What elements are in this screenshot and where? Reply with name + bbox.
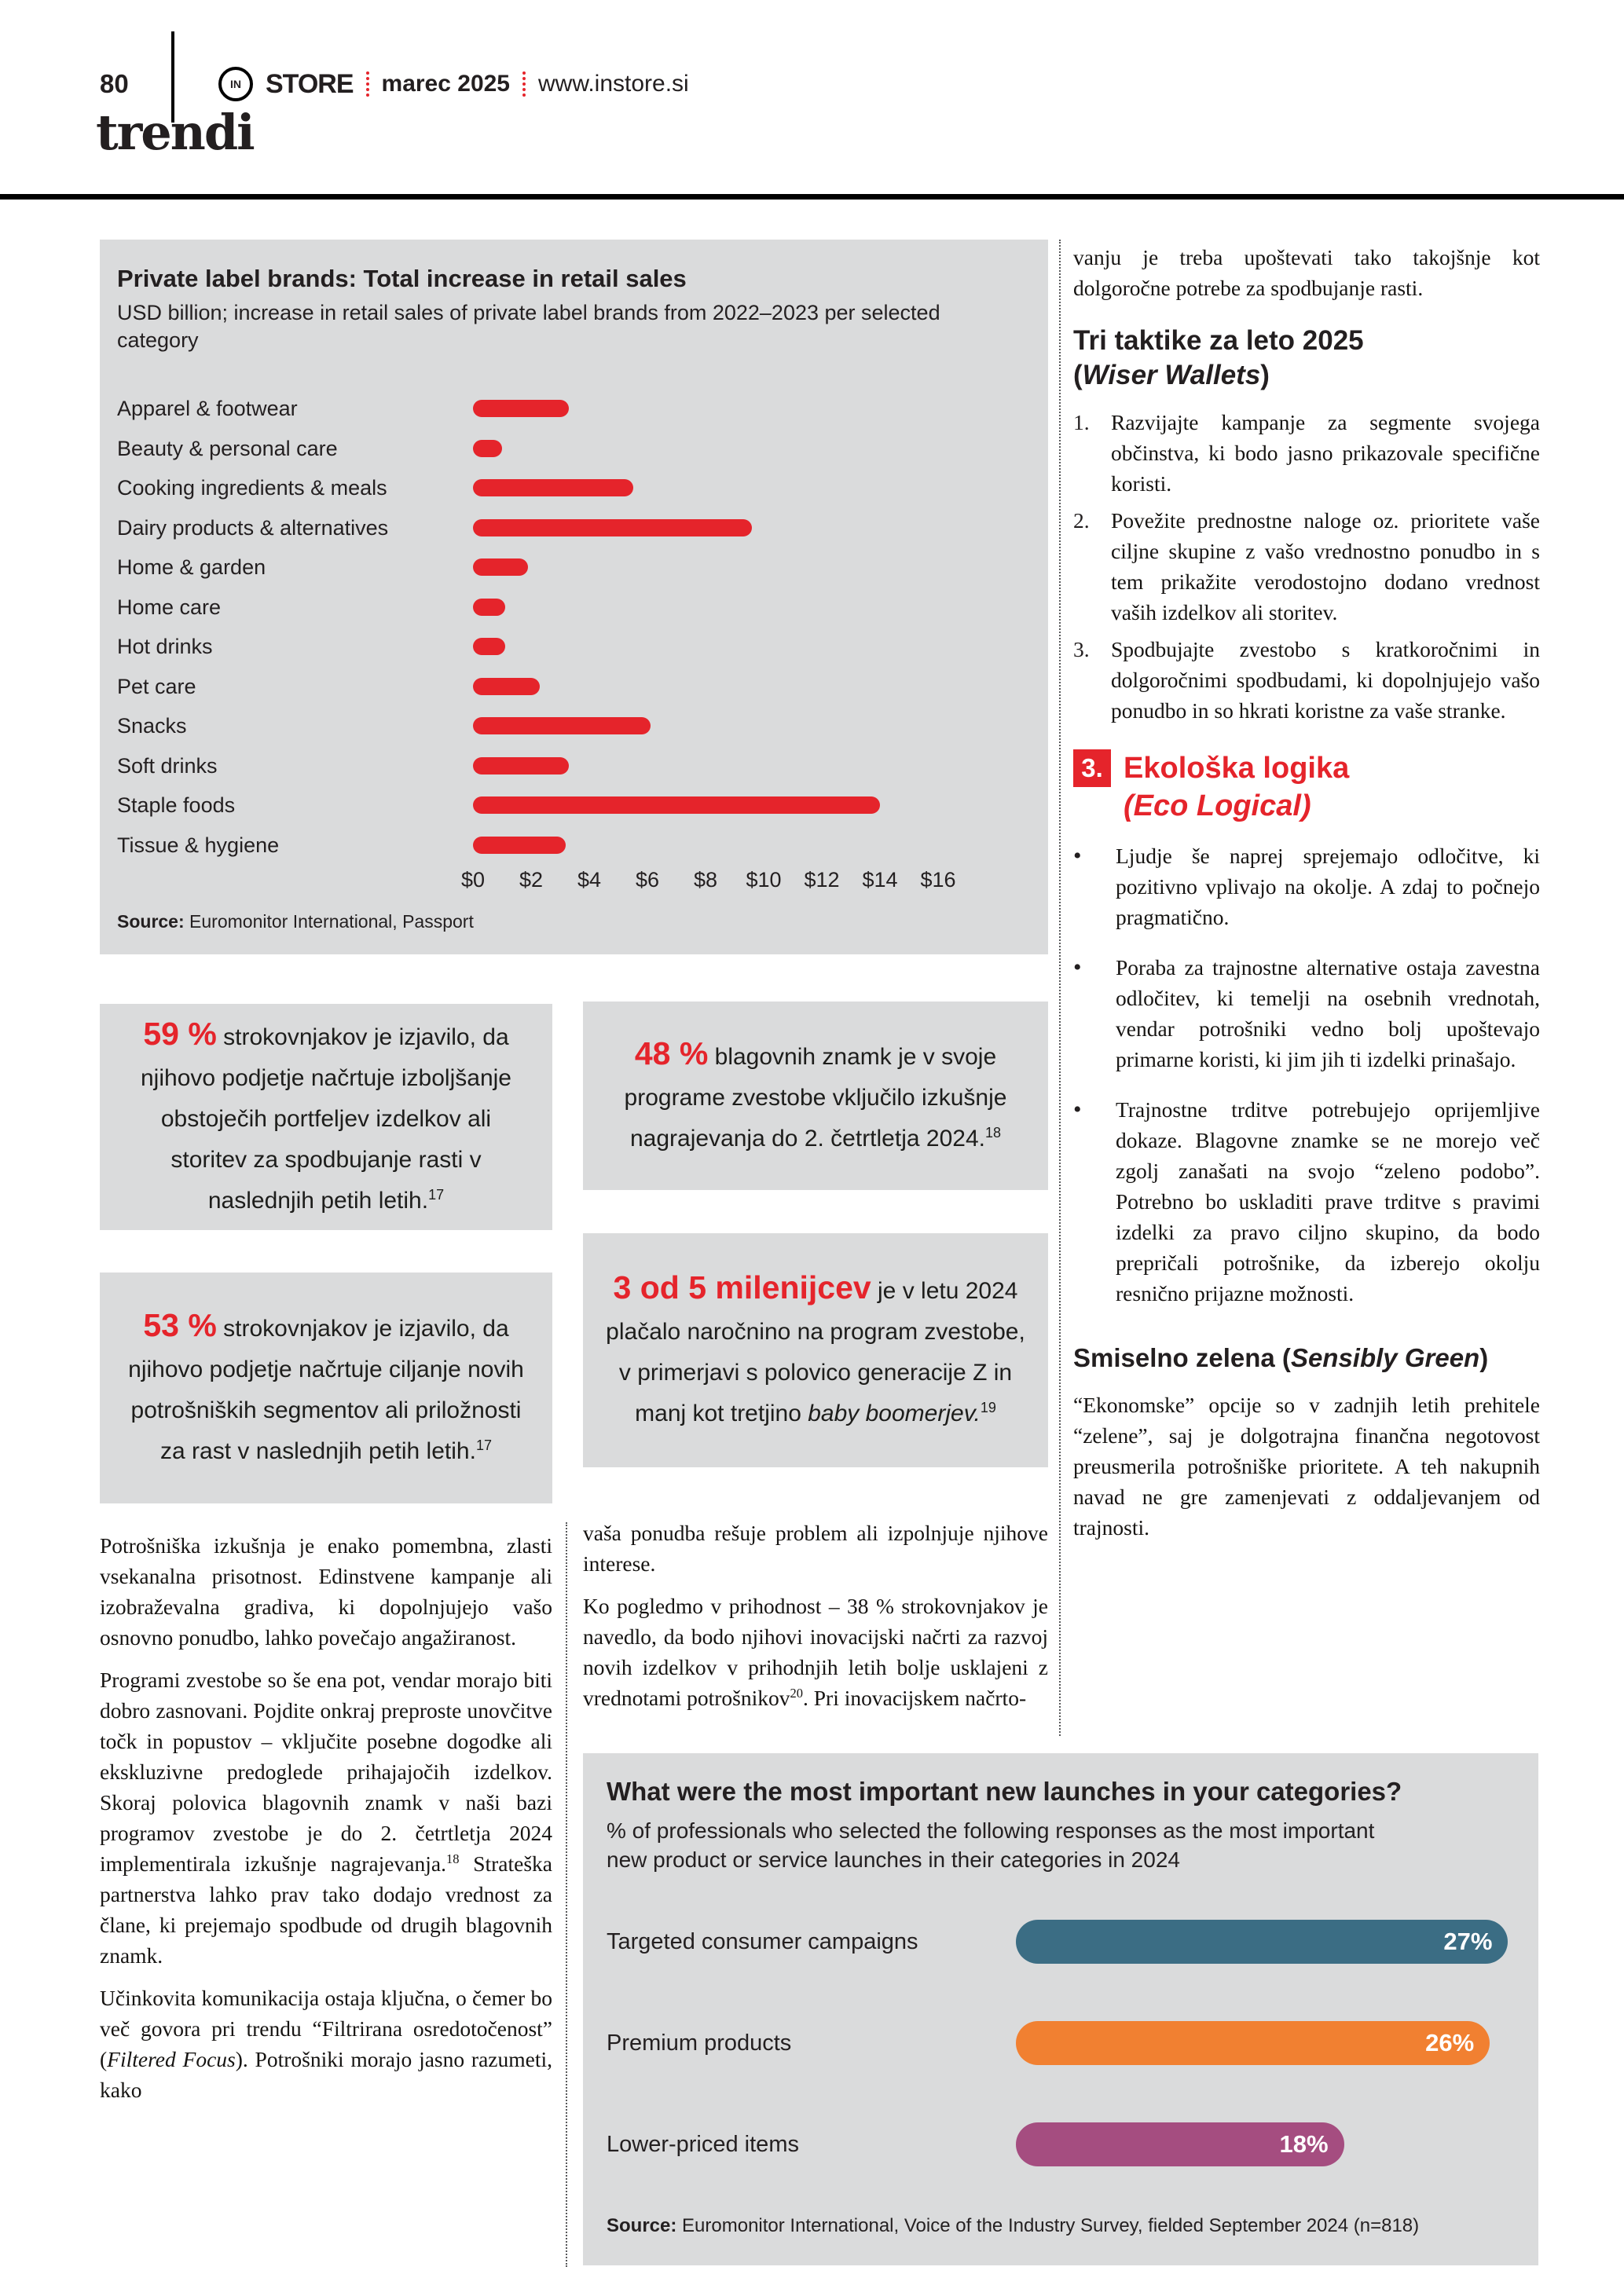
chart-category-label: Targeted consumer campaigns — [607, 1929, 918, 1954]
chart-bar — [473, 440, 502, 457]
chart-bar — [1016, 2021, 1490, 2065]
text-segment: strokovnjakov je izjavilo, da njihovo podjetje načrtuje ciljanje novih potrošniških segmentov ali priložnosti za rast v naslednjih petih letih. — [128, 1315, 524, 1464]
text-segment: Wiser Wallets — [1082, 360, 1261, 390]
text-segment: 53 % — [143, 1306, 217, 1343]
right-column — [1073, 242, 1540, 1554]
chart-category-label: Dairy products & alternatives — [117, 515, 389, 540]
chart-bar — [473, 757, 569, 774]
chart-bar — [473, 519, 752, 536]
stat-box-48 — [583, 1002, 1048, 1190]
chart-bar — [473, 558, 528, 576]
text-segment: Smiselno zelena ( — [1073, 1343, 1291, 1372]
chart-bar — [1016, 1920, 1508, 1964]
text-segment: Eco Logical — [1133, 789, 1301, 822]
chart-subtitle: % of professionals who selected the following responses as the most important new product or service launches in their categories in 2024 — [607, 1818, 1375, 1872]
stat-box-59 — [100, 1004, 552, 1230]
chart-bar — [1016, 2122, 1344, 2166]
bullet-text: Trajnostne trditve potrebujejo oprijemljive dokaze. Blagovne znamke se ne morejo več zgolj zanašati na svojo “zeleno podobo”. Potrebno bo uskladiti prave trditve s pravimi izdelki za pravo ciljno skupino, da bodo prepričali potrošnike, da izberejo okolju resnično prijazne možnosti. — [1116, 1097, 1540, 1305]
stat-text — [100, 1013, 552, 1221]
chart-category-label: Home care — [117, 595, 222, 619]
chart-title: Private label brands: Total increase in retail sales — [117, 265, 687, 292]
text-segment: “Ekonomske” opcije so v zadnjih letih prehitele “zelene”, saj je dolgotrajna finančna negotovost preusmerila potrošniške prioritete. A teh nakupnih navad ne gre zamenjevati z oddaljevanjem od trajnosti. — [1073, 1393, 1540, 1540]
chart-category-label: Snacks — [117, 714, 187, 738]
section-rule — [0, 194, 1624, 200]
list-number: 2. — [1073, 508, 1090, 533]
chart-value-label: 26% — [1425, 2029, 1475, 2056]
instore-logo-icon: IN — [218, 67, 253, 101]
chart-bar — [473, 479, 633, 496]
masthead-separator-icon — [522, 71, 526, 97]
source-text: Euromonitor International, Voice of the Industry Survey, fielded September 2024 (n=818) — [676, 2215, 1420, 2236]
page-number: 80 — [100, 69, 129, 98]
bullet-item — [1073, 840, 1540, 944]
list-item — [1073, 407, 1540, 499]
bullet-icon: • — [1073, 954, 1082, 980]
axis-tick-label: $8 — [693, 868, 718, 892]
paragraph — [100, 1983, 552, 2105]
chart-category-label: Apparel & footwear — [117, 397, 298, 420]
text-segment: . Pri inovacijskem načrto- — [803, 1686, 1027, 1710]
stat-box-53 — [100, 1273, 552, 1503]
text-segment: vaša ponudba rešuje problem ali izpolnjuje njihove interese. — [583, 1521, 1048, 1576]
text-segment: Sensibly Green — [1290, 1343, 1480, 1372]
bullet-item — [1073, 952, 1540, 1086]
chart-value-label: 27% — [1443, 1928, 1493, 1955]
chart-category-label: Hot drinks — [117, 635, 213, 658]
chart-bar — [473, 599, 505, 616]
chart-category-label: Soft drinks — [117, 753, 218, 778]
text-segment: Strateška partnerstva lahko prav tako dodajo vrednost za člane, ki prejemajo spodbude od drugih blagovnih znamk. — [100, 1851, 552, 1968]
chart-category-label: Tissue & hygiene — [117, 833, 280, 857]
text-segment: vanju je treba upoštevati tako takojšnje kot dolgoročne potrebe za spodbujanje rasti. — [1073, 245, 1540, 300]
axis-tick-label: $4 — [577, 868, 602, 892]
text-segment: Filtered Focus — [107, 2047, 236, 2071]
axis-tick-label: $10 — [746, 868, 782, 892]
text-segment: Ko pogledmo v prihodnost – 38 % strokovnjakov je navedlo, da bodo njihovi inovacijski načrti za razvoj novih izdelkov v prihodnjih letih bolje usklajeni z vrednotami potrošnikov — [583, 1594, 1048, 1710]
heading-line: Ekološka logika — [1124, 752, 1350, 785]
text-segment: 48 % — [634, 1034, 709, 1071]
list-text: Spodbujajte zvestobo s kratkoročnimi in dolgoročnimi spodbudami, ki dopolnjujejo vašo ponudbo in so hkrati koristne za vaše stranke. — [1111, 637, 1540, 723]
column-divider — [1059, 240, 1061, 1736]
bullet-text: Poraba za trajnostne alternative ostaja zavestna odločitev, ki temelji na osebnih vrednotah, vendar potrošniki vedno bolj upoštevajo primarne koristi, ki jim jih ti izdelki prinašajo. — [1116, 955, 1540, 1071]
chart-category-label: Lower-priced items — [607, 2132, 799, 2157]
chart-bar — [473, 678, 540, 695]
text-segment: strokovnjakov je izjavilo, da njihovo podjetje načrtuje izboljšanje obstoječih portfeljev izdelkov ali storitev za spodbujanje rasti v naslednjih petih letih. — [141, 1023, 511, 1214]
chart-category-label: Staple foods — [117, 793, 236, 817]
list-item — [1073, 505, 1540, 628]
text-segment: 59 % — [143, 1015, 217, 1052]
eco-bullet-list — [1073, 840, 1540, 1320]
heading-line: Tri taktike za leto 2025 — [1073, 325, 1364, 356]
paragraph — [1073, 242, 1540, 303]
list-item — [1073, 634, 1540, 726]
text-segment: je v letu 2024 plačalo naročnino na program zvestobe, v primerjavi s polovico generacije Z in manj kot tretjino — [606, 1277, 1025, 1426]
chart-bar — [473, 400, 569, 417]
text-segment: 18 — [445, 1851, 460, 1866]
list-text: Razvijajte kampanje za segmente svojega občinstva, ki bodo jasno prikazovale specifične koristi. — [1111, 410, 1540, 496]
chart-bar — [473, 717, 651, 734]
eco-logical-heading — [1073, 749, 1540, 825]
tactics-heading — [1073, 324, 1540, 393]
text-segment: 17 — [428, 1186, 445, 1203]
stat-text — [583, 1267, 1048, 1434]
bullet-icon: • — [1073, 1097, 1082, 1122]
text-segment: Učinkovita komunikacija ostaja ključna, o čemer bo več govora pri trendu “Filtrirana osredotočenost” ( — [100, 1986, 552, 2071]
text-segment: ( — [1073, 360, 1083, 390]
section-title: trendi — [96, 104, 254, 161]
chart-value-label: 18% — [1279, 2130, 1329, 2158]
chart-title: What were the most important new launches in your categories? — [607, 1777, 1402, 1806]
middle-column — [583, 1518, 1048, 1725]
private-label-chart — [100, 240, 1048, 954]
text-segment: 18 — [984, 1124, 1001, 1141]
list-text: Povežite prednostne naloge oz. prioritete vaše ciljne skupine z vašo vrednostno ponudbo in s tem prikažite verodostojno dodano vrednost vaših izdelkov ali storitev. — [1111, 508, 1540, 624]
paragraph — [100, 1664, 552, 1971]
list-number: 3. — [1073, 637, 1090, 661]
masthead-issue: marec 2025 — [381, 71, 510, 97]
column-divider — [566, 1522, 567, 2267]
paragraph — [583, 1518, 1048, 1579]
chart-source — [607, 2215, 1419, 2237]
axis-tick-label: $12 — [804, 868, 840, 892]
text-segment: Potrošniška izkušnja je enako pomembna, zlasti vsekanalna prisotnost. Edinstvene kampanje ali izobraževalna gradiva, ki dopolnjujejo vašo osnovno ponudbo, lahko povečajo angažiranost. — [100, 1533, 552, 1650]
bullet-item — [1073, 1094, 1540, 1320]
chart-bar — [473, 638, 505, 655]
source-text: Euromonitor International, Passport — [184, 911, 474, 932]
tactics-list — [1073, 407, 1540, 726]
axis-tick-label: $2 — [519, 868, 544, 892]
text-segment: baby boomerjev. — [808, 1400, 981, 1426]
text-segment: 19 — [980, 1399, 996, 1415]
text-segment: ). Potrošniki morajo jasno razumeti, kako — [100, 2047, 552, 2102]
source-label: Source: — [607, 2215, 677, 2236]
chart-bar — [473, 837, 566, 854]
masthead-logo-text: STORE — [266, 68, 354, 99]
text-segment: ) — [1479, 1343, 1489, 1372]
chart-category-label: Home & garden — [117, 555, 266, 579]
launches-chart — [583, 1753, 1538, 2265]
text-segment: Programi zvestobe so še ena pot, vendar morajo biti dobro zasnovani. Pojdite onkraj preproste unovčitve točk in popustov – vključite posebne dogodke ali ekskluzivne predoglede prihajajočih izdelkov. Skoraj polovica blagovnih znamk v naši bazi programov zvestobe je do 2. četrtletja 2024 implementirala izkušnje nagrajevanja. — [100, 1668, 552, 1876]
masthead — [218, 68, 689, 101]
chart-category-label: Cooking ingredients & meals — [117, 476, 387, 500]
axis-tick-label: $16 — [920, 868, 956, 892]
chart-category-label: Beauty & personal care — [117, 436, 338, 460]
paragraph — [1073, 1390, 1540, 1543]
text-segment: ) — [1260, 360, 1270, 390]
bullet-icon: • — [1073, 843, 1082, 869]
chart-bar — [473, 796, 880, 814]
eco-number-badge: 3. — [1073, 749, 1111, 787]
stat-text — [583, 1033, 1048, 1159]
text-segment: 17 — [475, 1437, 492, 1453]
stat-box-3of5 — [583, 1233, 1048, 1467]
sensibly-green-heading — [1073, 1341, 1540, 1375]
text-segment: 3 od 5 milenijcev — [613, 1269, 871, 1305]
heading-line — [1124, 787, 1540, 825]
list-number: 1. — [1073, 410, 1090, 434]
paragraph — [100, 1530, 552, 1653]
axis-tick-label: $0 — [460, 868, 486, 892]
text-segment: blagovnih znamk je v svoje programe zvestobe vključilo izkušnje nagrajevanja do 2. četrtletja 2024. — [624, 1043, 1007, 1152]
text-segment: 20 — [790, 1685, 804, 1701]
masthead-separator-icon — [366, 71, 369, 97]
stat-text — [100, 1305, 552, 1472]
axis-tick-label: $6 — [635, 868, 660, 892]
chart-source — [117, 911, 474, 932]
left-column — [100, 1530, 552, 2117]
chart-subtitle: USD billion; increase in retail sales of private label brands from 2022–2023 per selected category — [117, 301, 940, 352]
paragraph — [583, 1591, 1048, 1713]
bullet-text: Ljudje še naprej sprejemajo odločitve, ki pozitivno vplivajo na okolje. A zdaj to počnejo pragmatično. — [1116, 844, 1540, 929]
text-segment: ) — [1300, 789, 1311, 822]
source-label: Source: — [117, 911, 185, 932]
axis-tick-label: $14 — [862, 868, 898, 892]
text-segment: ( — [1124, 789, 1134, 822]
heading-line — [1073, 358, 1540, 393]
chart-category-label: Premium products — [607, 2031, 792, 2056]
chart-category-label: Pet care — [117, 674, 196, 698]
masthead-website: www.instore.si — [538, 71, 689, 97]
